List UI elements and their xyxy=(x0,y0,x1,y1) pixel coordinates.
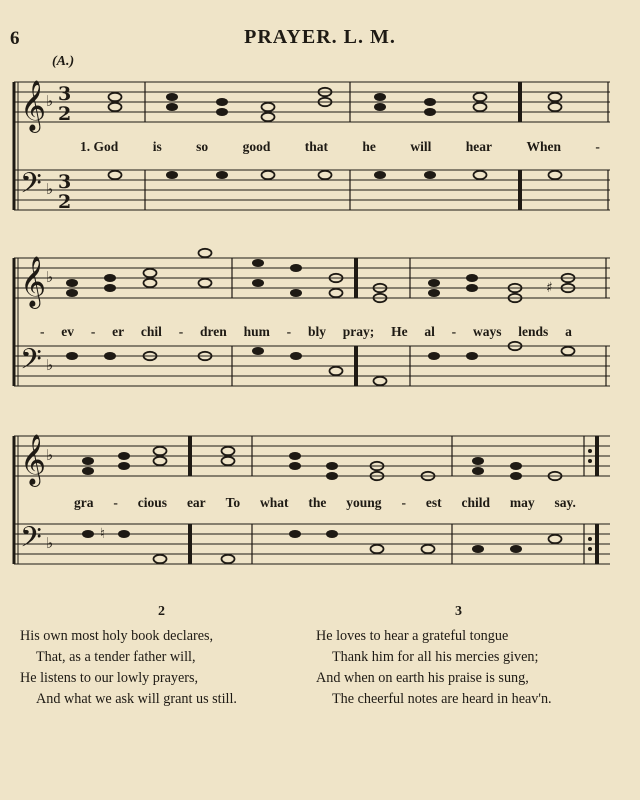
lyrics-line-1 xyxy=(80,139,600,155)
lyric-syllable: hear xyxy=(465,139,493,154)
lyric-syllable: hum xyxy=(243,324,270,339)
lyric-syllable: ways xyxy=(472,324,502,339)
lyric-syllable: that xyxy=(304,139,328,154)
svg-text:♭: ♭ xyxy=(46,180,54,198)
page-number: 6 xyxy=(10,28,20,49)
lyric-syllable: al xyxy=(424,324,435,339)
svg-text:♭: ♭ xyxy=(46,268,54,286)
lyric-syllable: may xyxy=(509,495,535,510)
lyric-syllable: bly xyxy=(307,324,326,339)
lyric-syllable: To xyxy=(225,495,241,510)
lyric-syllable: will xyxy=(410,139,432,154)
svg-text:3: 3 xyxy=(58,171,72,193)
svg-text:♭: ♭ xyxy=(46,534,54,552)
svg-text:𝄞: 𝄞 xyxy=(20,80,47,131)
lyrics-line-2 xyxy=(40,324,572,340)
lyric-syllable: is xyxy=(152,139,162,154)
svg-text:♮: ♮ xyxy=(100,526,106,542)
tune-letter: (A.) xyxy=(52,54,75,69)
lyric-syllable: lends xyxy=(518,324,549,339)
verse-line: Thank him for all his mercies given; xyxy=(332,649,539,665)
svg-text:𝄢: 𝄢 xyxy=(20,343,42,383)
verse-number: 3 xyxy=(455,604,462,619)
lyric-syllable: - xyxy=(40,324,45,339)
lyric-syllable: gra xyxy=(74,495,94,510)
lyric-syllable: - xyxy=(178,324,184,339)
verse-line: He loves to hear a grateful tongue xyxy=(316,628,509,644)
verse-3 xyxy=(316,626,552,710)
svg-text:𝄢: 𝄢 xyxy=(20,521,42,561)
svg-text:2: 2 xyxy=(58,103,72,125)
lyric-syllable: a xyxy=(565,324,572,339)
lyrics-line-3 xyxy=(74,495,576,511)
lyric-syllable: cious xyxy=(137,495,168,510)
lyric-syllable: so xyxy=(196,139,209,154)
lyric-syllable: what xyxy=(259,495,289,510)
lyric-syllable: er xyxy=(112,324,125,339)
lyric-syllable: - xyxy=(113,495,118,510)
lyric-syllable: he xyxy=(362,139,376,154)
verse-2 xyxy=(20,626,237,710)
svg-text:𝄞: 𝄞 xyxy=(20,256,47,307)
svg-text:♭: ♭ xyxy=(46,356,54,374)
lyric-syllable: the xyxy=(308,495,327,510)
verse-line: That, as a tender father will, xyxy=(36,649,196,665)
lyric-syllable: say. xyxy=(554,495,576,510)
svg-text:𝄞: 𝄞 xyxy=(20,434,47,485)
verse-line: And when on earth his praise is sung, xyxy=(316,670,529,686)
lyric-syllable: young xyxy=(346,495,382,510)
verse-line: The cheerful notes are heard in heav'n. xyxy=(332,691,552,707)
svg-text:♭: ♭ xyxy=(46,92,54,110)
hymn-title: PRAYER. L. M. xyxy=(244,26,396,48)
lyric-syllable: child xyxy=(461,495,490,510)
svg-text:♭: ♭ xyxy=(46,446,54,464)
lyric-syllable: est xyxy=(425,495,442,510)
svg-text:♯: ♯ xyxy=(546,280,553,296)
svg-text:3: 3 xyxy=(58,83,72,105)
verse-line: His own most holy book declares, xyxy=(20,628,214,644)
verse-line: He listens to our lowly prayers, xyxy=(20,670,199,686)
lyric-syllable: ev xyxy=(61,324,75,339)
lyric-syllable: good xyxy=(242,139,271,154)
verse-line: And what we ask will grant us still. xyxy=(36,691,237,707)
lyric-syllable: 1. God xyxy=(80,139,119,154)
lyric-syllable: - xyxy=(90,324,96,339)
lyric-syllable: - xyxy=(401,495,406,510)
lyric-syllable: - xyxy=(451,324,457,339)
lyric-syllable: pray; xyxy=(342,324,375,339)
lyric-syllable: dren xyxy=(200,324,227,339)
lyric-syllable: ear xyxy=(186,495,206,510)
verse-number: 2 xyxy=(158,604,165,619)
music-system-2 xyxy=(0,246,640,391)
lyric-syllable: - xyxy=(286,324,292,339)
svg-text:𝄢: 𝄢 xyxy=(20,167,42,207)
lyric-syllable: - xyxy=(595,139,600,154)
lyric-syllable: He xyxy=(391,324,408,339)
lyric-syllable: When xyxy=(526,139,561,154)
svg-text:2: 2 xyxy=(58,191,72,213)
lyric-syllable: chil xyxy=(140,324,162,339)
